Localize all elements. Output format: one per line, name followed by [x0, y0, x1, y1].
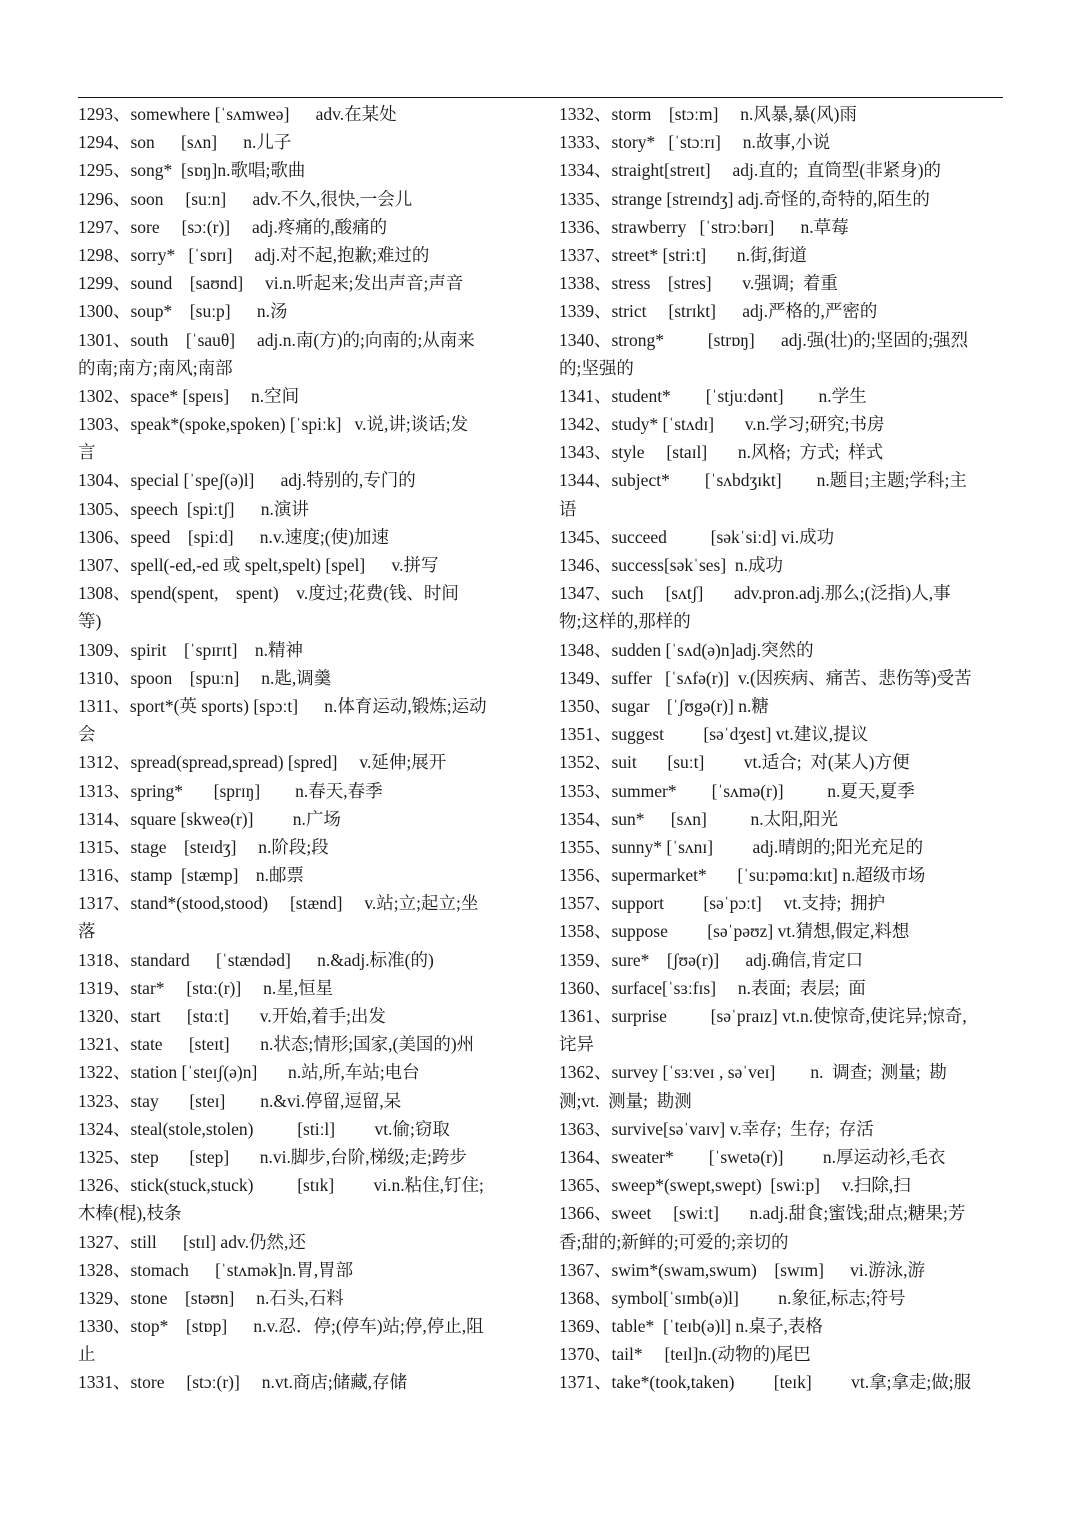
entry-line: 1310、spoon [spuːn] n.匙,调羹 [78, 667, 332, 688]
left-column [78, 100, 523, 1397]
entry-line: 1303、speak*(spoke,spoken) [ˈspiːk] v.说,讲;谈话;发 [78, 414, 469, 435]
entry-line: 1355、sunny* [ˈsʌnɪ] adj.晴朗的;阳光充足的 [559, 836, 924, 857]
entry-line: 1360、surface[ˈsɜːfɪs] n.表面; 表层; 面 [559, 977, 866, 998]
entry-line: 物;这样的,那样的 [559, 611, 691, 632]
top-rule [78, 97, 1003, 98]
entry-line: 1357、support [səˈpɔːt] vt.支持; 拥护 [559, 893, 886, 914]
entry-line: 1358、suppose [səˈpəʊz] vt.猜想,假定,料想 [559, 921, 910, 942]
entry-line: 1368、symbol[ˈsɪmb(ə)l] n.象征,标志;符号 [559, 1287, 906, 1308]
entry-line: 的南;南方;南风;南部 [78, 357, 233, 378]
entry-line: 1305、speech [spiːtʃ] n.演讲 [78, 498, 309, 519]
entry-line: 1313、spring* [sprɪŋ] n.春天,春季 [78, 780, 383, 801]
entry-line: 1371、take*(took,taken) [teɪk] vt.拿;拿走;做;服 [559, 1372, 972, 1393]
entry-line: 1349、suffer [ˈsʌfə(r)] v.(因疾病、痛苦、悲伤等)受苦 [559, 667, 972, 688]
entry-line: 1320、start [stɑːt] v.开始,着手;出发 [78, 1006, 386, 1026]
entry-line: 1309、spirit [ˈspɪrɪt] n.精神 [78, 639, 304, 660]
entry-line: 1359、sure* [ʃʊə(r)] adj.确信,肯定口 [559, 949, 864, 970]
entry-line: 1337、street* [striːt] n.街,街道 [559, 244, 807, 265]
entry-line: 1324、steal(stole,stolen) [stiːl] vt.偷;窃取 [78, 1118, 450, 1139]
entry-line: 1346、success[səkˈses] n.成功 [559, 555, 784, 575]
entry-line: 1308、spend(spent, spent) v.度过;花费(钱、时间 [78, 583, 459, 604]
entry-line: 1351、suggest [səˈdʒest] vt.建议,提议 [559, 724, 869, 745]
entry-line: 1301、south [ˈsauθ] adj.n.南(方)的;向南的;从南来 [78, 329, 475, 350]
entry-line: 1334、straight[streɪt] adj.直的; 直筒型(非紧身)的 [559, 160, 942, 181]
entry-line: 1311、sport*(英 sports) [spɔːt] n.体育运动,锻炼;运动 [78, 695, 487, 716]
entry-line: 1302、space* [speɪs] n.空间 [78, 385, 300, 406]
entry-line: 1353、summer* [ˈsʌmə(r)] n.夏天,夏季 [559, 780, 915, 801]
entry-line: 1299、sound [saʊnd] vi.n.听起来;发出声音;声音 [78, 273, 464, 294]
entry-line: 会 [78, 724, 96, 745]
entry-line: 1365、sweep*(swept,swept) [swiːp] v.扫除,扫 [559, 1175, 911, 1196]
entry-line: 1329、stone [stəʊn] n.石头,石料 [78, 1287, 344, 1308]
entry-line: 1344、subject* [ˈsʌbdʒɪkt] n.题目;主题;学科;主 [559, 470, 967, 491]
entry-line: 1339、strict [strɪkt] adj.严格的,严密的 [559, 301, 878, 322]
entry-line: 1348、sudden [ˈsʌd(ə)n]adj.突然的 [559, 639, 814, 660]
entry-line: 1354、sun* [sʌn] n.太阳,阳光 [559, 808, 839, 829]
entry-line: 1345、succeed [səkˈsiːd] vi.成功 [559, 526, 835, 547]
entry-line: 1352、suit [suːt] vt.适合; 对(某人)方便 [559, 752, 910, 773]
entry-line: 1370、tail* [teɪl]n.(动物的)尾巴 [559, 1344, 811, 1365]
entry-line: 1331、store [stɔː(r)] n.vt.商店;储藏,存储 [78, 1372, 408, 1393]
entry-line: 1335、strange [streɪndʒ] adj.奇怪的,奇特的,陌生的 [559, 188, 930, 209]
entry-line: 1367、swim*(swam,swum) [swɪm] vi.游泳,游 [559, 1259, 926, 1280]
entry-line: 1325、step [step] n.vi.脚步,台阶,梯级;走;跨步 [78, 1146, 467, 1167]
entry-line: 1315、stage [steɪdʒ] n.阶段;段 [78, 836, 329, 857]
entry-line: 1330、stop* [stɒp] n.v.忍．停;(停车)站;停,停止,阻 [78, 1316, 484, 1337]
entry-line: 1363、survive[səˈvaɪv] v.幸存; 生存; 存活 [559, 1118, 874, 1139]
entry-line: 1350、sugar [ˈʃʊgə(r)] n.糖 [559, 695, 769, 716]
entry-line: 1317、stand*(stood,stood) [stænd] v.站;立;起立;坐 [78, 893, 479, 914]
entry-line: 等) [78, 611, 102, 632]
entry-line: 1340、strong* [strɒŋ] adj.强(壮)的;坚固的;强烈 [559, 329, 969, 350]
right-column [559, 100, 1004, 1397]
entry-line: 1297、sore [sɔː(r)] adj.疼痛的,酸痛的 [78, 216, 388, 237]
entry-line: 1293、somewhere [ˈsʌmweə] adv.在某处 [78, 104, 397, 124]
entry-line: 1312、spread(spread,spread) [spred] v.延伸;展开 [78, 752, 447, 773]
entry-line: 1332、storm [stɔːm] n.风暴,暴(风)雨 [559, 104, 857, 124]
entry-line: 1356、supermarket* [ˈsuːpəmɑːkɪt] n.超级市场 [559, 865, 926, 886]
entry-line: 1319、star* [stɑː(r)] n.星,恒星 [78, 977, 334, 998]
entry-line: 1294、son [sʌn] n.儿子 [78, 132, 292, 153]
entry-line: 1298、sorry* [ˈsɒrɪ] adj.对不起,抱歉;难过的 [78, 244, 430, 265]
entry-line: 的;坚强的 [559, 357, 634, 378]
entry-line: 落 [78, 921, 96, 942]
entry-line: 1366、sweet [swiːt] n.adj.甜食;蜜饯;甜点;糖果;芳 [559, 1203, 966, 1224]
entry-line: 1361、surprise [səˈpraɪz] vt.n.使惊奇,使诧异;惊奇, [559, 1006, 967, 1026]
entry-line: 1369、table* [ˈteɪb(ə)l] n.桌子,表格 [559, 1316, 823, 1337]
entry-line: 诧异 [559, 1034, 594, 1055]
entry-line: 测;vt. 测量; 勘测 [559, 1090, 692, 1111]
entry-line: 1318、standard [ˈstændəd] n.&adj.标准(的) [78, 949, 434, 970]
entry-line: 1314、square [skweə(r)] n.广场 [78, 808, 341, 829]
entry-line: 1323、stay [steɪ] n.&vi.停留,逗留,呆 [78, 1090, 402, 1111]
entry-line: 1333、story* [ˈstɔːrɪ] n.故事,小说 [559, 132, 831, 153]
entry-line: 1304、special [ˈspeʃ(ə)l] adj.特别的,专门的 [78, 470, 416, 491]
entry-line: 1327、still [stɪl] adv.仍然,还 [78, 1231, 306, 1252]
entry-line: 1342、study* [ˈstʌdɪ] v.n.学习;研究;书房 [559, 414, 885, 435]
entry-line: 1326、stick(stuck,stuck) [stɪk] vi.n.粘住,钉住; [78, 1175, 484, 1196]
entry-line: 1336、strawberry [ˈstrɔːbərɪ] n.草莓 [559, 216, 849, 237]
entry-line: 1307、spell(-ed,-ed 或 spelt,spelt) [spel] v.拼写 [78, 555, 439, 575]
entry-line: 1306、speed [spiːd] n.v.速度;(使)加速 [78, 526, 389, 547]
entry-line: 香;甜的;新鲜的;可爱的;亲切的 [559, 1231, 789, 1252]
entry-line: 1328、stomach [ˈstʌmək]n.胃,胃部 [78, 1259, 354, 1280]
entry-line: 1362、survey [ˈsɜːveɪ , səˈveɪ] n. 调查; 测量; 勘 [559, 1062, 947, 1083]
entry-line: 1296、soon [suːn] adv.不久,很快,一会儿 [78, 188, 413, 209]
entry-line: 1364、sweater* [ˈswetə(r)] n.厚运动衫,毛衣 [559, 1146, 946, 1167]
entry-line: 1347、such [sʌtʃ] adv.pron.adj.那么;(泛指)人,事 [559, 583, 951, 604]
entry-line: 1343、style [staɪl] n.风格; 方式; 样式 [559, 442, 884, 463]
entry-line: 1321、state [steɪt] n.状态;情形;国家,(美国的)州 [78, 1034, 475, 1055]
entry-line: 木棒(棍),枝条 [78, 1203, 182, 1224]
entry-line: 1316、stamp [stæmp] n.邮票 [78, 865, 305, 886]
entry-line: 1341、student* [ˈstjuːdənt] n.学生 [559, 385, 867, 406]
entry-line: 1322、station [ˈsteɪʃ(ə)n] n.站,所,车站;电台 [78, 1062, 420, 1083]
entry-line: 1300、soup* [suːp] n.汤 [78, 301, 288, 322]
entry-line: 语 [559, 498, 577, 519]
entry-line: 1338、stress [stres] v.强调; 着重 [559, 273, 838, 294]
entry-line: 言 [78, 442, 96, 463]
entry-line: 1295、song* [sɒŋ]n.歌唱;歌曲 [78, 160, 306, 181]
entry-line: 止 [78, 1344, 96, 1365]
